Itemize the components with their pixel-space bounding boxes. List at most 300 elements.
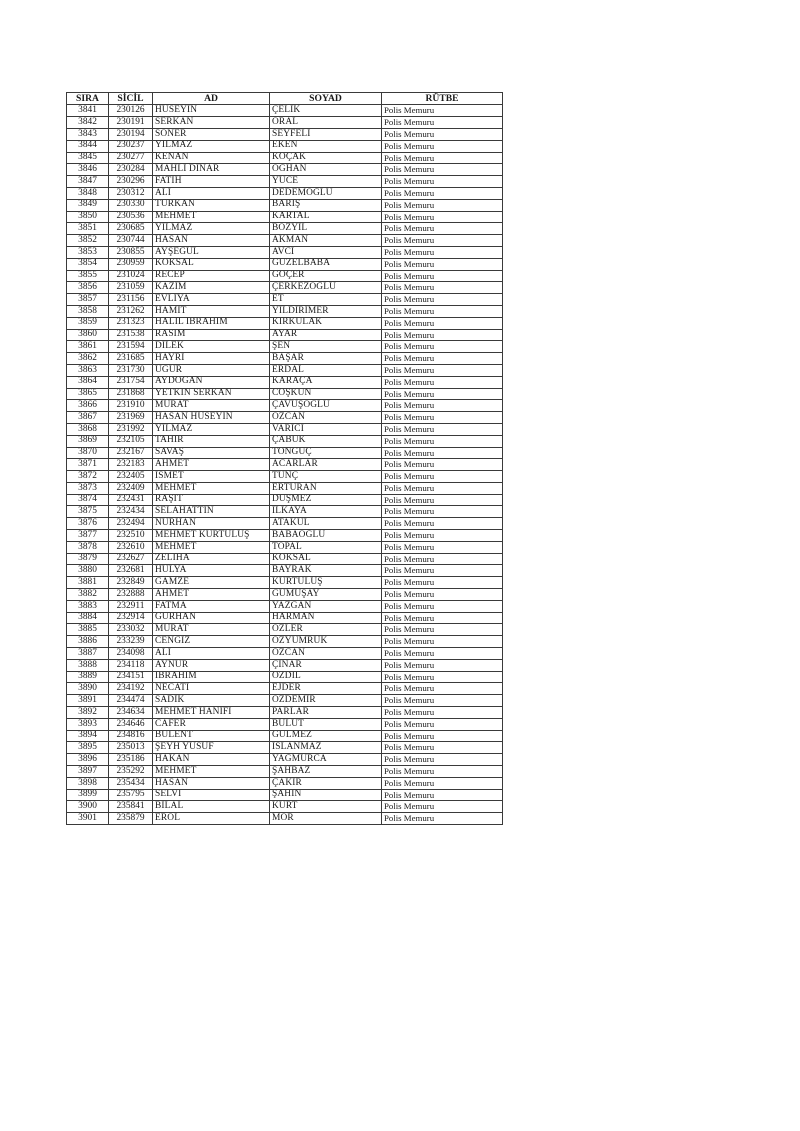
rutbe-cell: Polis Memuru xyxy=(382,600,503,612)
rutbe-cell: Polis Memuru xyxy=(382,541,503,553)
soyad-cell: KOÇAK xyxy=(270,152,382,164)
soyad-cell: KURTULUŞ xyxy=(270,577,382,589)
soyad-cell: YAĞMURCA xyxy=(270,754,382,766)
sira-cell: 3868 xyxy=(67,423,109,435)
table-row xyxy=(67,246,503,258)
ad-cell: AYDOĞAN xyxy=(153,376,270,388)
table-row xyxy=(67,447,503,459)
sira-cell: 3897 xyxy=(67,766,109,778)
ad-cell: HASAN xyxy=(153,235,270,247)
sira-cell: 3845 xyxy=(67,152,109,164)
ad-cell: SAVAŞ xyxy=(153,447,270,459)
table-row xyxy=(67,518,503,530)
soyad-cell: KARAÇA xyxy=(270,376,382,388)
soyad-cell: EKEN xyxy=(270,140,382,152)
header-row xyxy=(67,93,503,105)
sira-cell: 3875 xyxy=(67,506,109,518)
rutbe-cell: Polis Memuru xyxy=(382,353,503,365)
table-row xyxy=(67,624,503,636)
sicil-cell: 234646 xyxy=(109,718,153,730)
soyad-cell: KARTAL xyxy=(270,211,382,223)
ad-cell: AHMET xyxy=(153,589,270,601)
table-row xyxy=(67,742,503,754)
table-row xyxy=(67,506,503,518)
soyad-cell: AKMAN xyxy=(270,235,382,247)
table-row xyxy=(67,530,503,542)
ad-cell: FATİH xyxy=(153,176,270,188)
sicil-cell: 230126 xyxy=(109,105,153,117)
sira-cell: 3894 xyxy=(67,730,109,742)
sira-cell: 3877 xyxy=(67,530,109,542)
table-row xyxy=(67,423,503,435)
rutbe-cell: Polis Memuru xyxy=(382,223,503,235)
table-row xyxy=(67,801,503,813)
table-row xyxy=(67,718,503,730)
soyad-cell: ATAKUL xyxy=(270,518,382,530)
sicil-cell: 230237 xyxy=(109,140,153,152)
sicil-cell: 230744 xyxy=(109,235,153,247)
sicil-cell: 235434 xyxy=(109,777,153,789)
rutbe-cell: Polis Memuru xyxy=(382,659,503,671)
sicil-cell: 234192 xyxy=(109,683,153,695)
soyad-cell: İLKAYA xyxy=(270,506,382,518)
sicil-cell: 232405 xyxy=(109,471,153,483)
sicil-cell: 232431 xyxy=(109,494,153,506)
rutbe-cell: Polis Memuru xyxy=(382,117,503,129)
sira-cell: 3879 xyxy=(67,553,109,565)
rutbe-cell: Polis Memuru xyxy=(382,777,503,789)
sicil-cell: 235841 xyxy=(109,801,153,813)
soyad-cell: GÜZELBABA xyxy=(270,258,382,270)
rutbe-cell: Polis Memuru xyxy=(382,471,503,483)
soyad-cell: BAYRAK xyxy=(270,565,382,577)
table-row xyxy=(67,541,503,553)
sira-cell: 3858 xyxy=(67,305,109,317)
ad-cell: YILMAZ xyxy=(153,140,270,152)
soyad-cell: ACARLAR xyxy=(270,459,382,471)
ad-cell: NURHAN xyxy=(153,518,270,530)
rutbe-cell: Polis Memuru xyxy=(382,176,503,188)
table-row xyxy=(67,400,503,412)
rutbe-cell: Polis Memuru xyxy=(382,612,503,624)
ad-cell: RASİM xyxy=(153,329,270,341)
table-row xyxy=(67,730,503,742)
sira-cell: 3846 xyxy=(67,164,109,176)
soyad-cell: ÖZCAN xyxy=(270,648,382,660)
rutbe-cell: Polis Memuru xyxy=(382,235,503,247)
table-row xyxy=(67,671,503,683)
rutbe-cell: Polis Memuru xyxy=(382,742,503,754)
soyad-cell: ORAL xyxy=(270,117,382,129)
table-row xyxy=(67,199,503,211)
soyad-cell: BABAOĞLU xyxy=(270,530,382,542)
rutbe-cell: Polis Memuru xyxy=(382,518,503,530)
rutbe-cell: Polis Memuru xyxy=(382,695,503,707)
ad-cell: AHMET xyxy=(153,459,270,471)
sicil-cell: 235013 xyxy=(109,742,153,754)
ad-cell: MURAT xyxy=(153,400,270,412)
sira-cell: 3841 xyxy=(67,105,109,117)
table-row xyxy=(67,388,503,400)
soyad-cell: GÜLMEZ xyxy=(270,730,382,742)
sira-cell: 3874 xyxy=(67,494,109,506)
sira-cell: 3895 xyxy=(67,742,109,754)
sira-cell: 3860 xyxy=(67,329,109,341)
table-row xyxy=(67,766,503,778)
table-row xyxy=(67,376,503,388)
table-row xyxy=(67,223,503,235)
sira-cell: 3876 xyxy=(67,518,109,530)
sira-cell: 3850 xyxy=(67,211,109,223)
sira-cell: 3873 xyxy=(67,482,109,494)
ad-cell: HAMİT xyxy=(153,305,270,317)
table-row xyxy=(67,636,503,648)
rutbe-cell: Polis Memuru xyxy=(382,482,503,494)
soyad-cell: TONGUÇ xyxy=(270,447,382,459)
ad-cell: MAHLİ DİNAR xyxy=(153,164,270,176)
rutbe-cell: Polis Memuru xyxy=(382,506,503,518)
sicil-cell: 234474 xyxy=(109,695,153,707)
sira-cell: 3854 xyxy=(67,258,109,270)
rutbe-cell: Polis Memuru xyxy=(382,282,503,294)
sira-cell: 3890 xyxy=(67,683,109,695)
table-row xyxy=(67,341,503,353)
sicil-cell: 230959 xyxy=(109,258,153,270)
rutbe-cell: Polis Memuru xyxy=(382,447,503,459)
soyad-cell: ÇAVUŞOĞLU xyxy=(270,400,382,412)
ad-cell: YETKİN SERKAN xyxy=(153,388,270,400)
table-header xyxy=(67,93,503,105)
table-row xyxy=(67,494,503,506)
sicil-cell: 230296 xyxy=(109,176,153,188)
rutbe-cell: Polis Memuru xyxy=(382,648,503,660)
sira-cell: 3880 xyxy=(67,565,109,577)
table-row xyxy=(67,317,503,329)
soyad-cell: ERTURAN xyxy=(270,482,382,494)
soyad-cell: BAŞAR xyxy=(270,353,382,365)
table-row xyxy=(67,364,503,376)
rutbe-cell: Polis Memuru xyxy=(382,128,503,140)
sicil-cell: 232681 xyxy=(109,565,153,577)
soyad-cell: ERDAL xyxy=(270,364,382,376)
ad-cell: HASAN xyxy=(153,777,270,789)
rutbe-cell: Polis Memuru xyxy=(382,364,503,376)
rutbe-cell: Polis Memuru xyxy=(382,258,503,270)
soyad-cell: YÜCE xyxy=(270,176,382,188)
soyad-cell: HARMAN xyxy=(270,612,382,624)
ad-cell: HAYRİ xyxy=(153,353,270,365)
sicil-cell: 231594 xyxy=(109,341,153,353)
table-row xyxy=(67,789,503,801)
sicil-cell: 235186 xyxy=(109,754,153,766)
sicil-cell: 232409 xyxy=(109,482,153,494)
sira-cell: 3849 xyxy=(67,199,109,211)
rutbe-cell: Polis Memuru xyxy=(382,140,503,152)
rutbe-cell: Polis Memuru xyxy=(382,270,503,282)
ad-cell: HALİL İBRAHİM xyxy=(153,317,270,329)
table-row xyxy=(67,482,503,494)
sira-cell: 3884 xyxy=(67,612,109,624)
table-row xyxy=(67,612,503,624)
table-row xyxy=(67,105,503,117)
sira-cell: 3862 xyxy=(67,353,109,365)
ad-cell: NECATİ xyxy=(153,683,270,695)
table-row xyxy=(67,117,503,129)
soyad-cell: TOPAL xyxy=(270,541,382,553)
sira-cell: 3847 xyxy=(67,176,109,188)
table-row xyxy=(67,412,503,424)
soyad-cell: EJDER xyxy=(270,683,382,695)
column-header-soyad: SOYAD xyxy=(270,93,382,105)
rutbe-cell: Polis Memuru xyxy=(382,459,503,471)
sira-cell: 3869 xyxy=(67,435,109,447)
ad-cell: GAMZE xyxy=(153,577,270,589)
rutbe-cell: Polis Memuru xyxy=(382,305,503,317)
ad-cell: KENAN xyxy=(153,152,270,164)
sira-cell: 3883 xyxy=(67,600,109,612)
ad-cell: MURAT xyxy=(153,624,270,636)
rutbe-cell: Polis Memuru xyxy=(382,636,503,648)
rutbe-cell: Polis Memuru xyxy=(382,707,503,719)
rutbe-cell: Polis Memuru xyxy=(382,530,503,542)
sicil-cell: 233239 xyxy=(109,636,153,648)
column-header-sira: SIRA xyxy=(67,93,109,105)
sira-cell: 3843 xyxy=(67,128,109,140)
table-row xyxy=(67,683,503,695)
sira-cell: 3865 xyxy=(67,388,109,400)
sira-cell: 3887 xyxy=(67,648,109,660)
sicil-cell: 231910 xyxy=(109,400,153,412)
ad-cell: RECEP xyxy=(153,270,270,282)
table-row xyxy=(67,648,503,660)
sicil-cell: 235795 xyxy=(109,789,153,801)
soyad-cell: ŞAHBAZ xyxy=(270,766,382,778)
table-row xyxy=(67,282,503,294)
soyad-cell: ÖZYUMRUK xyxy=(270,636,382,648)
ad-cell: MEHMET xyxy=(153,482,270,494)
rutbe-cell: Polis Memuru xyxy=(382,683,503,695)
ad-cell: CENGİZ xyxy=(153,636,270,648)
sira-cell: 3856 xyxy=(67,282,109,294)
ad-cell: MEHMET xyxy=(153,766,270,778)
ad-cell: GÜRHAN xyxy=(153,612,270,624)
soyad-cell: AYAR xyxy=(270,329,382,341)
sicil-cell: 234634 xyxy=(109,707,153,719)
ad-cell: DİLEK xyxy=(153,341,270,353)
table-row xyxy=(67,258,503,270)
sira-cell: 3901 xyxy=(67,813,109,825)
sicil-cell: 232849 xyxy=(109,577,153,589)
sicil-cell: 232494 xyxy=(109,518,153,530)
sira-cell: 3867 xyxy=(67,412,109,424)
ad-cell: KAZIM xyxy=(153,282,270,294)
ad-cell: HÜSEYİN xyxy=(153,105,270,117)
table-row xyxy=(67,128,503,140)
rutbe-cell: Polis Memuru xyxy=(382,565,503,577)
ad-cell: AYŞEGÜL xyxy=(153,246,270,258)
table-row xyxy=(67,305,503,317)
rutbe-cell: Polis Memuru xyxy=(382,671,503,683)
ad-cell: HAKAN xyxy=(153,754,270,766)
ad-cell: YILMAZ xyxy=(153,423,270,435)
sicil-cell: 232610 xyxy=(109,541,153,553)
ad-cell: SONER xyxy=(153,128,270,140)
ad-cell: HÜLYA xyxy=(153,565,270,577)
table-row xyxy=(67,353,503,365)
sira-cell: 3892 xyxy=(67,707,109,719)
soyad-cell: BOZYİL xyxy=(270,223,382,235)
sicil-cell: 232105 xyxy=(109,435,153,447)
column-header-ad: AD xyxy=(153,93,270,105)
sicil-cell: 230284 xyxy=(109,164,153,176)
sicil-cell: 232627 xyxy=(109,553,153,565)
sicil-cell: 231969 xyxy=(109,412,153,424)
sicil-cell: 230536 xyxy=(109,211,153,223)
column-header-sicil: SİCİL xyxy=(109,93,153,105)
sira-cell: 3844 xyxy=(67,140,109,152)
soyad-cell: PARLAR xyxy=(270,707,382,719)
sira-cell: 3870 xyxy=(67,447,109,459)
soyad-cell: BARIŞ xyxy=(270,199,382,211)
table-row xyxy=(67,813,503,825)
rutbe-cell: Polis Memuru xyxy=(382,400,503,412)
sicil-cell: 230312 xyxy=(109,187,153,199)
sicil-cell: 230685 xyxy=(109,223,153,235)
rutbe-cell: Polis Memuru xyxy=(382,211,503,223)
sira-cell: 3857 xyxy=(67,294,109,306)
sicil-cell: 234098 xyxy=(109,648,153,660)
sira-cell: 3842 xyxy=(67,117,109,129)
sira-cell: 3878 xyxy=(67,541,109,553)
sicil-cell: 230855 xyxy=(109,246,153,258)
soyad-cell: KÖKSAL xyxy=(270,553,382,565)
sicil-cell: 232167 xyxy=(109,447,153,459)
sicil-cell: 231538 xyxy=(109,329,153,341)
ad-cell: SELVİ xyxy=(153,789,270,801)
soyad-cell: ÇELİK xyxy=(270,105,382,117)
sicil-cell: 232183 xyxy=(109,459,153,471)
rutbe-cell: Polis Memuru xyxy=(382,246,503,258)
sira-cell: 3893 xyxy=(67,718,109,730)
sicil-cell: 231059 xyxy=(109,282,153,294)
rutbe-cell: Polis Memuru xyxy=(382,766,503,778)
ad-cell: SELAHATTİN xyxy=(153,506,270,518)
rutbe-cell: Polis Memuru xyxy=(382,718,503,730)
sira-cell: 3900 xyxy=(67,801,109,813)
sicil-cell: 235879 xyxy=(109,813,153,825)
soyad-cell: KURT xyxy=(270,801,382,813)
sicil-cell: 230277 xyxy=(109,152,153,164)
sicil-cell: 232888 xyxy=(109,589,153,601)
soyad-cell: ÖZLER xyxy=(270,624,382,636)
sira-cell: 3863 xyxy=(67,364,109,376)
rutbe-cell: Polis Memuru xyxy=(382,754,503,766)
sira-cell: 3852 xyxy=(67,235,109,247)
soyad-cell: YILDIRIMER xyxy=(270,305,382,317)
sicil-cell: 231323 xyxy=(109,317,153,329)
rutbe-cell: Polis Memuru xyxy=(382,105,503,117)
soyad-cell: DÜŞMEZ xyxy=(270,494,382,506)
sira-cell: 3898 xyxy=(67,777,109,789)
sira-cell: 3888 xyxy=(67,659,109,671)
rutbe-cell: Polis Memuru xyxy=(382,376,503,388)
table-row xyxy=(67,471,503,483)
table-row xyxy=(67,435,503,447)
ad-cell: RAŞİT xyxy=(153,494,270,506)
sicil-cell: 231262 xyxy=(109,305,153,317)
sira-cell: 3851 xyxy=(67,223,109,235)
soyad-cell: ÖZDİL xyxy=(270,671,382,683)
soyad-cell: COŞKUN xyxy=(270,388,382,400)
soyad-cell: DEDEMOĞLU xyxy=(270,187,382,199)
sicil-cell: 230194 xyxy=(109,128,153,140)
rutbe-cell: Polis Memuru xyxy=(382,329,503,341)
sira-cell: 3848 xyxy=(67,187,109,199)
sicil-cell: 230330 xyxy=(109,199,153,211)
sicil-cell: 230191 xyxy=(109,117,153,129)
sicil-cell: 231156 xyxy=(109,294,153,306)
sicil-cell: 233032 xyxy=(109,624,153,636)
ad-cell: ALİ xyxy=(153,648,270,660)
rutbe-cell: Polis Memuru xyxy=(382,577,503,589)
sira-cell: 3889 xyxy=(67,671,109,683)
sicil-cell: 232911 xyxy=(109,600,153,612)
table-row xyxy=(67,329,503,341)
soyad-cell: KIRKULAK xyxy=(270,317,382,329)
rutbe-cell: Polis Memuru xyxy=(382,494,503,506)
table-row xyxy=(67,459,503,471)
table-row xyxy=(67,211,503,223)
sicil-cell: 231730 xyxy=(109,364,153,376)
sicil-cell: 232510 xyxy=(109,530,153,542)
rutbe-cell: Polis Memuru xyxy=(382,423,503,435)
table-row xyxy=(67,565,503,577)
sicil-cell: 231754 xyxy=(109,376,153,388)
sicil-cell: 231868 xyxy=(109,388,153,400)
soyad-cell: ÇABUK xyxy=(270,435,382,447)
rutbe-cell: Polis Memuru xyxy=(382,412,503,424)
sicil-cell: 231685 xyxy=(109,353,153,365)
ad-cell: MEHMET xyxy=(153,211,270,223)
table-row xyxy=(67,600,503,612)
ad-cell: TÜRKAN xyxy=(153,199,270,211)
ad-cell: TAHİR xyxy=(153,435,270,447)
ad-cell: UĞUR xyxy=(153,364,270,376)
rutbe-cell: Polis Memuru xyxy=(382,589,503,601)
soyad-cell: VARICI xyxy=(270,423,382,435)
rutbe-cell: Polis Memuru xyxy=(382,164,503,176)
personnel-table xyxy=(66,92,503,825)
ad-cell: BİLAL xyxy=(153,801,270,813)
rutbe-cell: Polis Memuru xyxy=(382,813,503,825)
table-row xyxy=(67,777,503,789)
ad-cell: CAFER xyxy=(153,718,270,730)
table-row xyxy=(67,695,503,707)
rutbe-cell: Polis Memuru xyxy=(382,388,503,400)
rutbe-cell: Polis Memuru xyxy=(382,789,503,801)
sicil-cell: 235292 xyxy=(109,766,153,778)
ad-cell: YILMAZ xyxy=(153,223,270,235)
sira-cell: 3853 xyxy=(67,246,109,258)
soyad-cell: ET xyxy=(270,294,382,306)
sira-cell: 3899 xyxy=(67,789,109,801)
sira-cell: 3891 xyxy=(67,695,109,707)
soyad-cell: ÇERKEZOĞLU xyxy=(270,282,382,294)
sicil-cell: 231992 xyxy=(109,423,153,435)
table-body xyxy=(67,105,503,825)
ad-cell: ŞEYH YUSUF xyxy=(153,742,270,754)
ad-cell: EROL xyxy=(153,813,270,825)
